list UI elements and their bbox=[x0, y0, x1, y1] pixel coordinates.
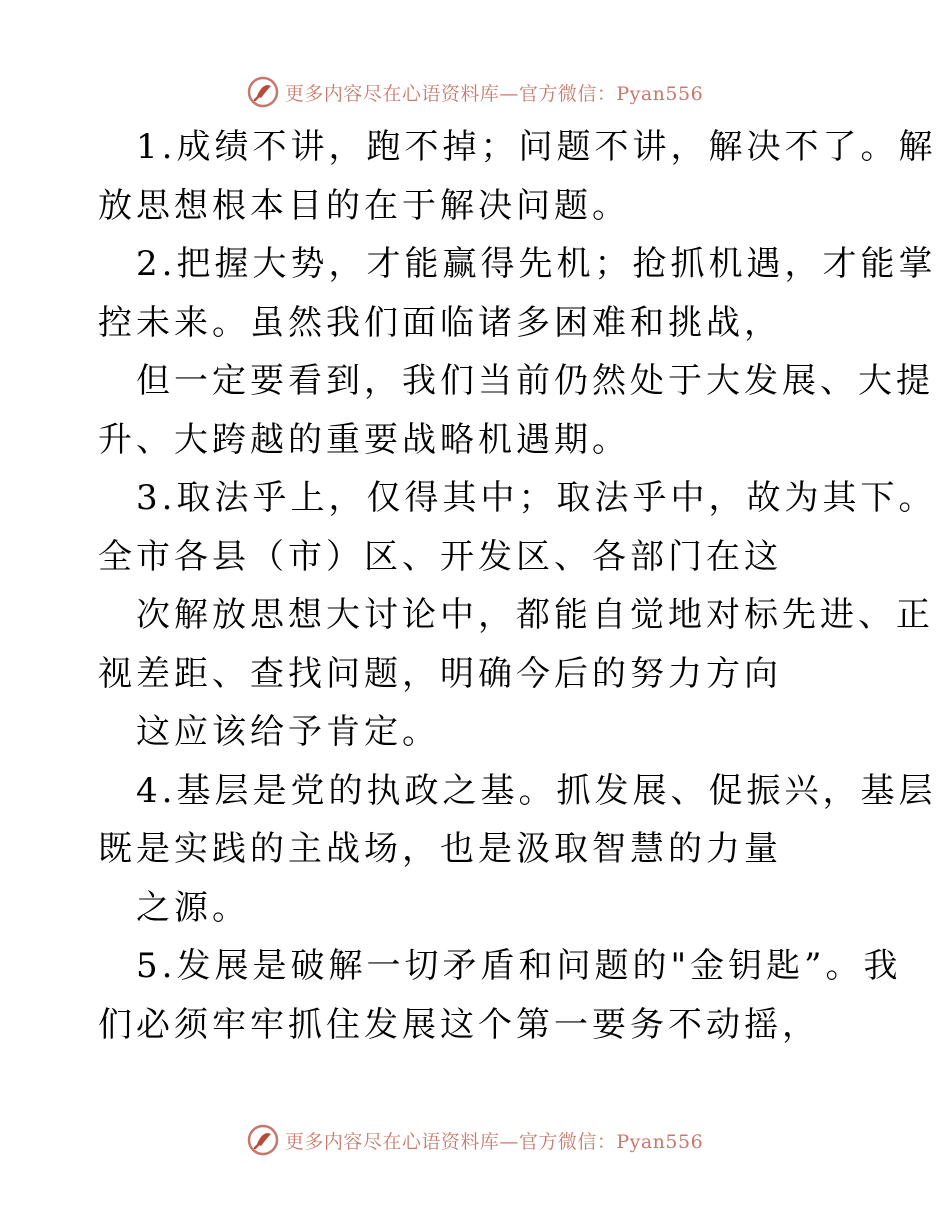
text-line: 们必须牢牢抓住发展这个第一要务不动摇， bbox=[98, 1004, 820, 1045]
text-line: 全市各县（市）区、开发区、各部门在这 bbox=[98, 536, 782, 577]
text-line: 3.取法乎上，仅得其中；取法乎中，故为其下。 bbox=[136, 478, 937, 518]
watermark-text: 更多内容尽在心语资料库—官方微信：Pyan556 bbox=[284, 82, 704, 105]
text-line: 次解放思想大讨论中，都能自觉地对标先进、正 bbox=[136, 595, 934, 635]
text-line: 2.把握大势，才能赢得先机；抢抓机遇，才能掌 bbox=[136, 244, 937, 284]
text-line: 控未来。虽然我们面临诸多困难和挑战， bbox=[98, 302, 782, 343]
watermark-text: 更多内容尽在心语资料库—官方微信：Pyan556 bbox=[284, 1130, 704, 1153]
text-line: 既是实践的主战场，也是汲取智慧的力量 bbox=[98, 829, 782, 869]
watermark-footer bbox=[0, 1120, 950, 1160]
text-line: 但一定要看到，我们当前仍然处于大发展、大提 bbox=[136, 361, 934, 401]
text-line: 5.发展是破解一切矛盾和问题的"金钥匙”。我 bbox=[136, 946, 902, 986]
text-line: 放思想根本目的在于解决问题。 bbox=[98, 185, 630, 226]
document-body bbox=[98, 118, 937, 1054]
text-line: 之源。 bbox=[136, 887, 250, 928]
text-line: 这应该给予肯定。 bbox=[136, 712, 440, 752]
pen-heart-logo-icon bbox=[247, 1124, 279, 1156]
pen-heart-logo-icon bbox=[247, 76, 279, 108]
text-line: 视差距、查找问题，明确今后的努力方向 bbox=[98, 653, 782, 694]
text-line: 4.基层是党的执政之基。抓发展、促振兴，基层 bbox=[136, 770, 937, 811]
text-line: 1.成绩不讲，跑不掉；问题不讲，解决不了。解 bbox=[136, 127, 937, 167]
text-line: 升、大跨越的重要战略机遇期。 bbox=[98, 419, 630, 460]
watermark-header bbox=[0, 72, 950, 112]
